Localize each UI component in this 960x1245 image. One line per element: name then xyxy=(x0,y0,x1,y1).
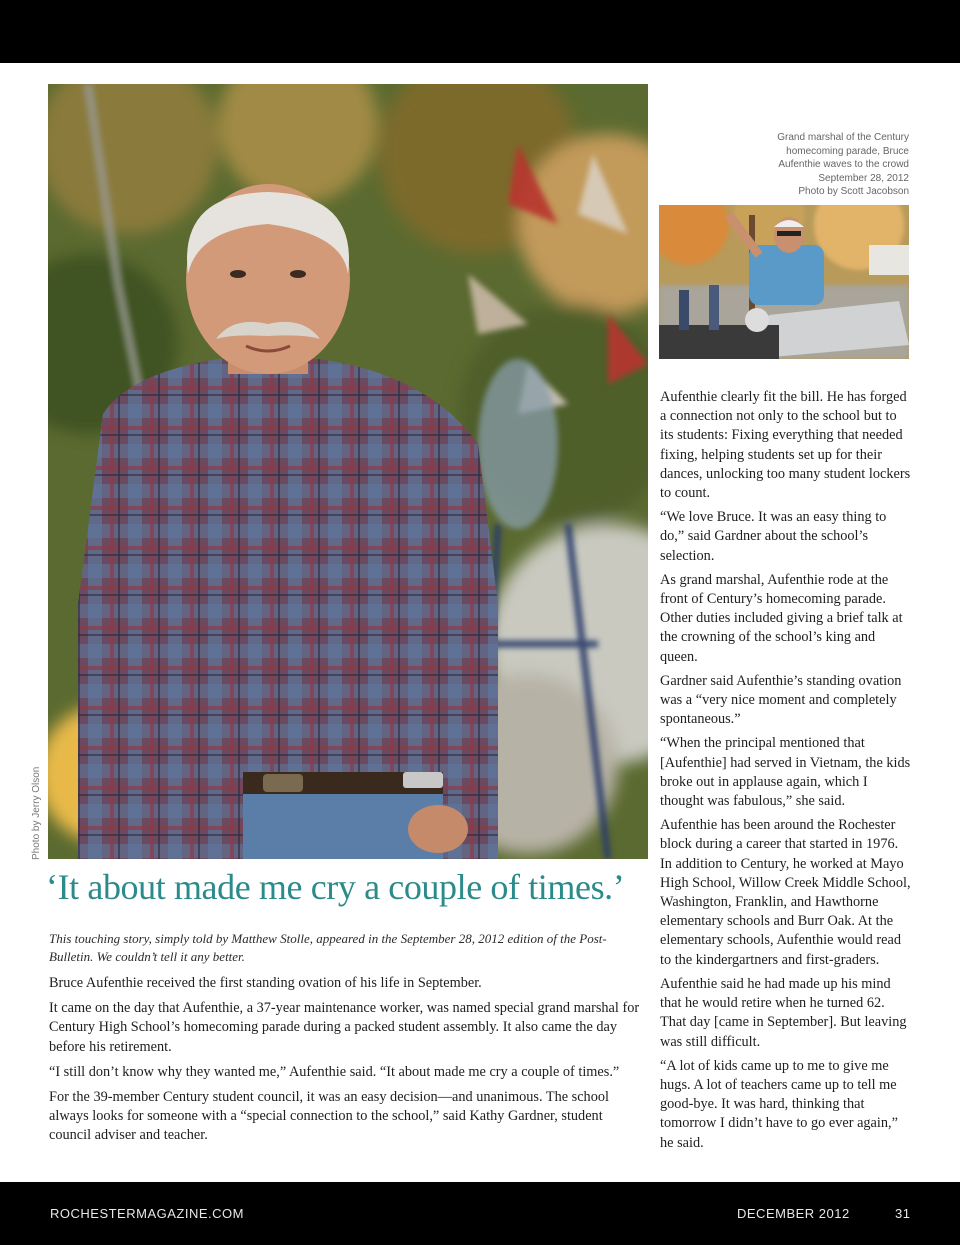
caption-line: September 28, 2012 xyxy=(818,172,909,184)
paragraph: “A lot of kids came up to me to give me hugs. A lot of teachers came up to tell me good-bye. It was hard, thinking that tomorrow I didn’t have to go ever again,” he said. xyxy=(660,1057,898,1151)
paragraph: Aufenthie has been around the Rochester block during a career that started in 1976. In addition to Century, he worked at Mayo High School, Willow Creek Middle School, Washington, Franklin, and Hawthorne elementary schools and Burr Oak. At the elementary schools, Aufenthie would read to the kindergartners and first-graders. xyxy=(660,817,911,968)
parade-photo xyxy=(659,205,909,359)
portrait-photo xyxy=(48,84,648,859)
paragraph: Gardner said Aufenthie’s standing ovation was a “very nice moment and completely spontaneous.” xyxy=(660,672,902,728)
caption-line: homecoming parade, Bruce xyxy=(786,145,909,157)
paragraph: “When the principal mentioned that [Aufenthie] had served in Vietnam, the kids broke out in applause again, which I thought was fabulous,” she said. xyxy=(660,735,911,810)
photo-credit: Photo by Jerry Olson xyxy=(31,766,42,860)
article-intro: This touching story, simply told by Matthew Stolle, appeared in the September 28, 2012 edition of the Post-Bulletin. We couldn’t tell it any better. xyxy=(49,931,607,964)
left-column-body xyxy=(49,974,643,1152)
paragraph: “I still don’t know why they wanted me,” Aufenthie said. “It about made me cry a couple of times.” xyxy=(49,1063,620,1080)
footer-issue: DECEMBER 2012 xyxy=(737,1206,850,1221)
photo-caption xyxy=(700,131,909,199)
paragraph: Aufenthie clearly fit the bill. He has forged a connection not only to the school but to its students: Fixing everything that needed fixing, helping students set up for their dances, unlocking too many student lockers to count. xyxy=(660,389,911,502)
article-headline: ‘It about made me cry a couple of times.’ xyxy=(46,867,625,907)
top-black-bar xyxy=(0,0,960,63)
caption-line: Photo by Scott Jacobson xyxy=(798,186,909,197)
caption-line: Aufenthie waves to the crowd xyxy=(778,159,909,170)
paragraph: For the 39-member Century student council, it was an easy decision—and unanimous. The school always looks for someone with a “special connection to the school,” said Kathy Gardner, student council adviser and teacher. xyxy=(49,1089,609,1144)
paragraph: It came on the day that Aufenthie, a 37-year maintenance worker, was named special grand marshal for Century High School’s homecoming parade during a packed student assembly. It also came the day before his retirement. xyxy=(49,1000,640,1055)
right-column-body xyxy=(660,388,912,1158)
paragraph: As grand marshal, Aufenthie rode at the front of Century’s homecoming parade. Other duties included giving a brief talk at the crowning of the school’s king and queen. xyxy=(660,571,903,665)
paragraph: Bruce Aufenthie received the first standing ovation of his life in September. xyxy=(49,975,482,991)
footer-site: ROCHESTERMAGAZINE.COM xyxy=(50,1206,244,1221)
paragraph: Aufenthie said he had made up his mind that he would retire when he turned 62. That day [came in September]. But leaving was still difficult. xyxy=(660,975,907,1050)
caption-line: Grand marshal of the Century xyxy=(777,132,909,143)
page-number: 31 xyxy=(895,1206,911,1221)
paragraph: “We love Bruce. It was an easy thing to do,” said Gardner about the school’s selection. xyxy=(660,509,887,564)
